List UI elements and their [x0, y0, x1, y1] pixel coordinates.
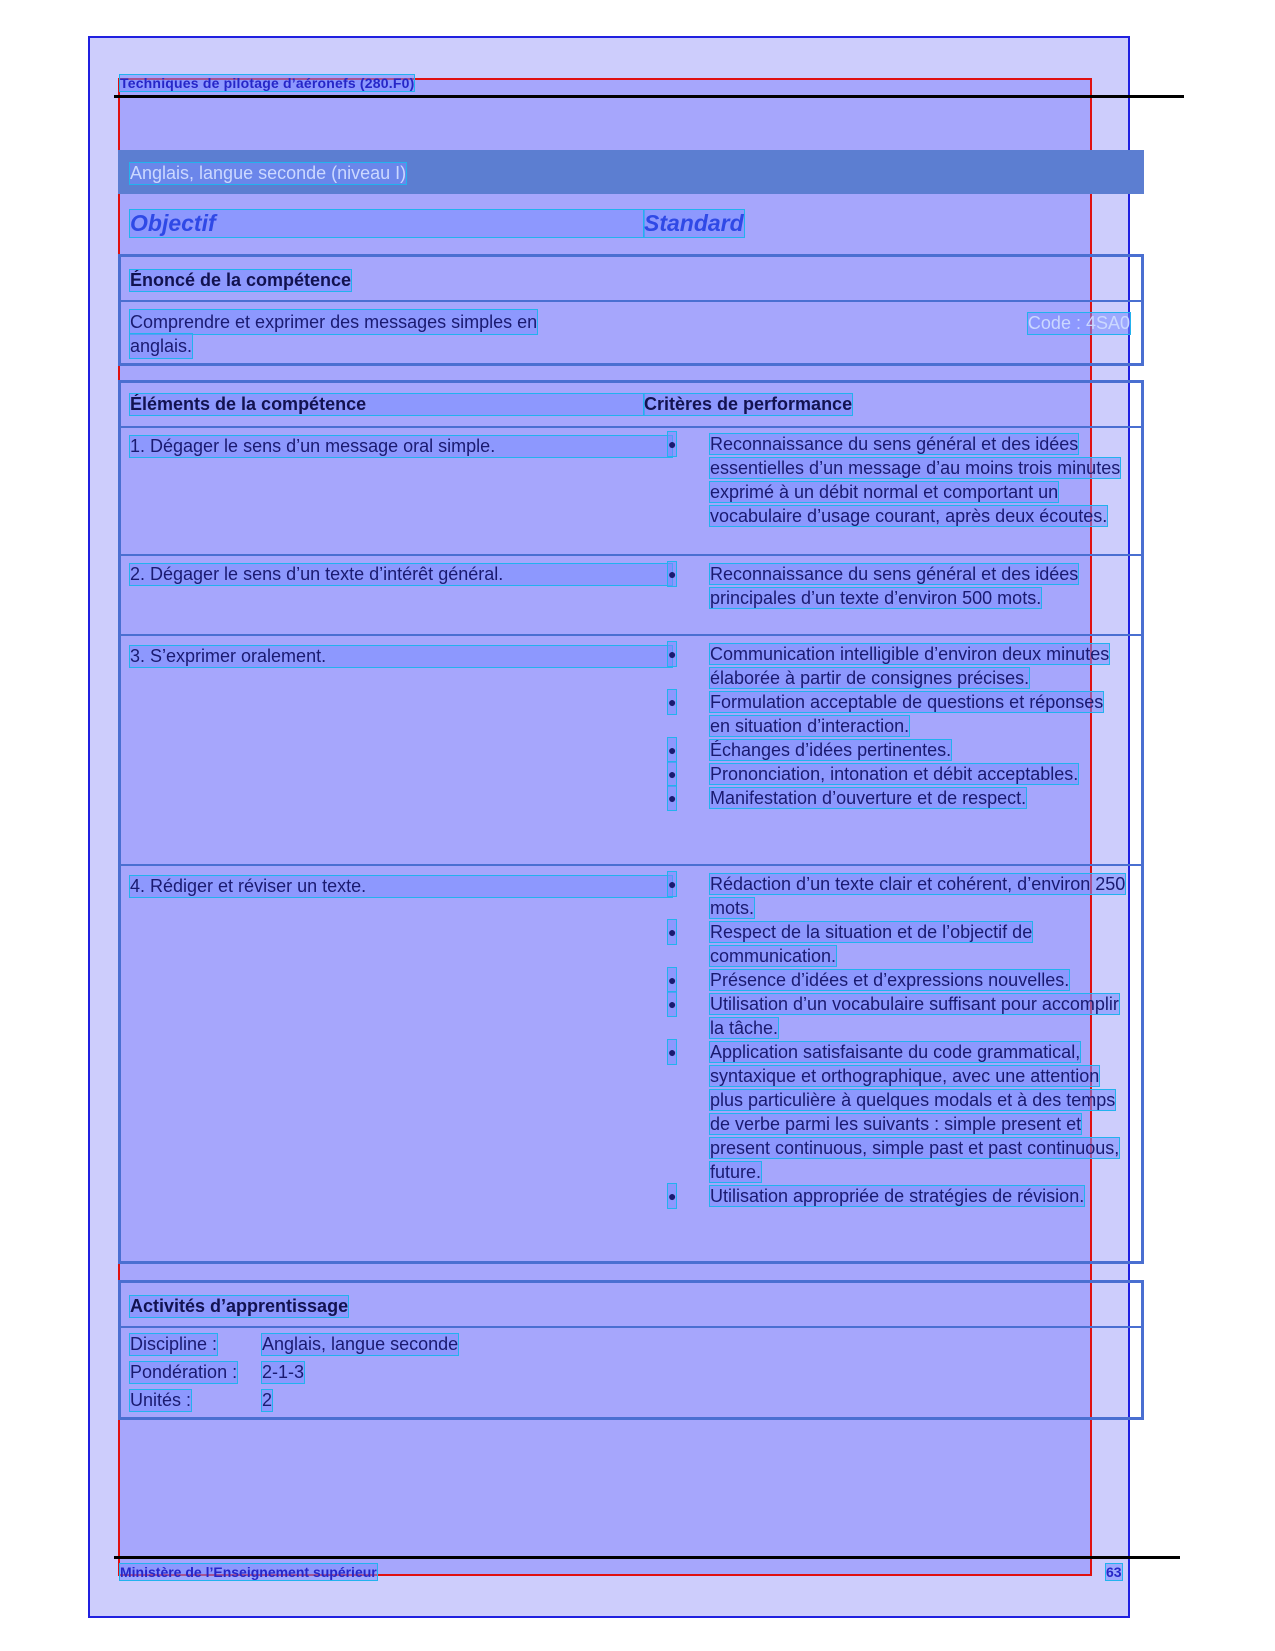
ponderation-label: Pondération : — [130, 1362, 238, 1382]
criteria-group-4 — [668, 872, 1128, 1208]
bullet-icon: ● — [668, 762, 676, 786]
competence-statement-line2: anglais. — [130, 336, 193, 356]
unites-label: Unités : — [130, 1390, 192, 1410]
bullet-icon: ● — [668, 786, 676, 810]
criteria-title: Critères de performance — [644, 394, 853, 414]
element-4: 4. Rédiger et réviser un texte. — [130, 876, 672, 897]
bullet-icon: ● — [668, 872, 676, 896]
bullet-icon: ● — [668, 968, 676, 992]
criteria-group-3 — [668, 642, 1128, 810]
course-code: Code : 4SA0 — [1027, 313, 1130, 333]
divider — [118, 634, 1144, 636]
course-title: Anglais, langue seconde (niveau I) — [130, 163, 407, 183]
divider — [118, 554, 1144, 556]
running-header: Techniques de pilotage d’aéronefs (280.F0) — [120, 75, 415, 91]
criterion: ● Reconnaissance du sens général et des idées essentielles d’un message d’au moins trois minutes exprimé à un débit normal et comportant un vocabulaire d’usage courant, après deux écoutes. — [668, 434, 1121, 526]
bullet-icon: ● — [668, 432, 676, 456]
discipline-label: Discipline : — [130, 1334, 218, 1354]
criterion: ● Échanges d’idées pertinentes. — [668, 740, 952, 760]
divider — [118, 300, 1144, 302]
element-3: 3. S’exprimer oralement. — [130, 646, 672, 667]
discipline-value: Anglais, langue seconde — [262, 1334, 459, 1354]
bullet-icon: ● — [668, 690, 676, 714]
footer-ministry: Ministère de l’Enseignement supérieur — [120, 1564, 377, 1580]
header-rule — [114, 95, 1184, 98]
criteria-group-2 — [668, 562, 1128, 610]
elements-title: Éléments de la compétence — [130, 394, 644, 415]
criterion: ● Manifestation d’ouverture et de respect. — [668, 788, 1027, 808]
divider — [118, 1326, 1144, 1328]
criteria-group-1 — [668, 432, 1128, 528]
footer-rule — [114, 1556, 1180, 1559]
criterion: ● Rédaction d’un texte clair et cohérent, d’environ 250 mots. — [668, 874, 1126, 918]
page-number: 63 — [1106, 1564, 1122, 1580]
bullet-icon: ● — [668, 642, 676, 666]
competence-title: Énoncé de la compétence — [130, 270, 352, 290]
activities-title: Activités d’apprentissage — [130, 1296, 349, 1316]
divider — [118, 864, 1144, 866]
bullet-icon: ● — [668, 920, 676, 944]
bullet-icon: ● — [668, 1184, 676, 1208]
competence-statement-line1: Comprendre et exprimer des messages simples en — [130, 312, 538, 332]
criterion: ● Prononciation, intonation et débit acceptables. — [668, 764, 1079, 784]
objectif-heading: Objectif — [130, 210, 644, 237]
criterion: ● Utilisation appropriée de stratégies de révision. — [668, 1186, 1085, 1206]
criterion: ● Communication intelligible d’environ deux minutes élaborée à partir de consignes précises. — [668, 644, 1110, 688]
bullet-icon: ● — [668, 562, 676, 586]
criterion: ● Respect de la situation et de l’objectif de communication. — [668, 922, 1033, 966]
bullet-icon: ● — [668, 1040, 676, 1064]
ponderation-value: 2-1-3 — [262, 1362, 305, 1382]
element-2: 2. Dégager le sens d’un texte d’intérêt général. — [130, 564, 672, 585]
unites-value: 2 — [262, 1390, 273, 1410]
criterion: ● Reconnaissance du sens général et des idées principales d’un texte d’environ 500 mots. — [668, 564, 1079, 608]
element-1: 1. Dégager le sens d’un message oral simple. — [130, 436, 672, 457]
standard-heading: Standard — [644, 210, 744, 236]
criterion: ● Application satisfaisante du code grammatical, syntaxique et orthographique, avec une attention plus particulière à quelques modals et à des temps de verbe parmi les suivants : simple present et present continuous, simple past et past continuous, future. — [668, 1042, 1120, 1182]
bullet-icon: ● — [668, 992, 676, 1016]
bullet-icon: ● — [668, 738, 676, 762]
divider — [118, 426, 1144, 428]
criterion: ● Utilisation d’un vocabulaire suffisant pour accomplir la tâche. — [668, 994, 1119, 1038]
criterion: ● Formulation acceptable de questions et réponses en situation d’interaction. — [668, 692, 1104, 736]
criterion: ● Présence d’idées et d’expressions nouvelles. — [668, 970, 1070, 990]
